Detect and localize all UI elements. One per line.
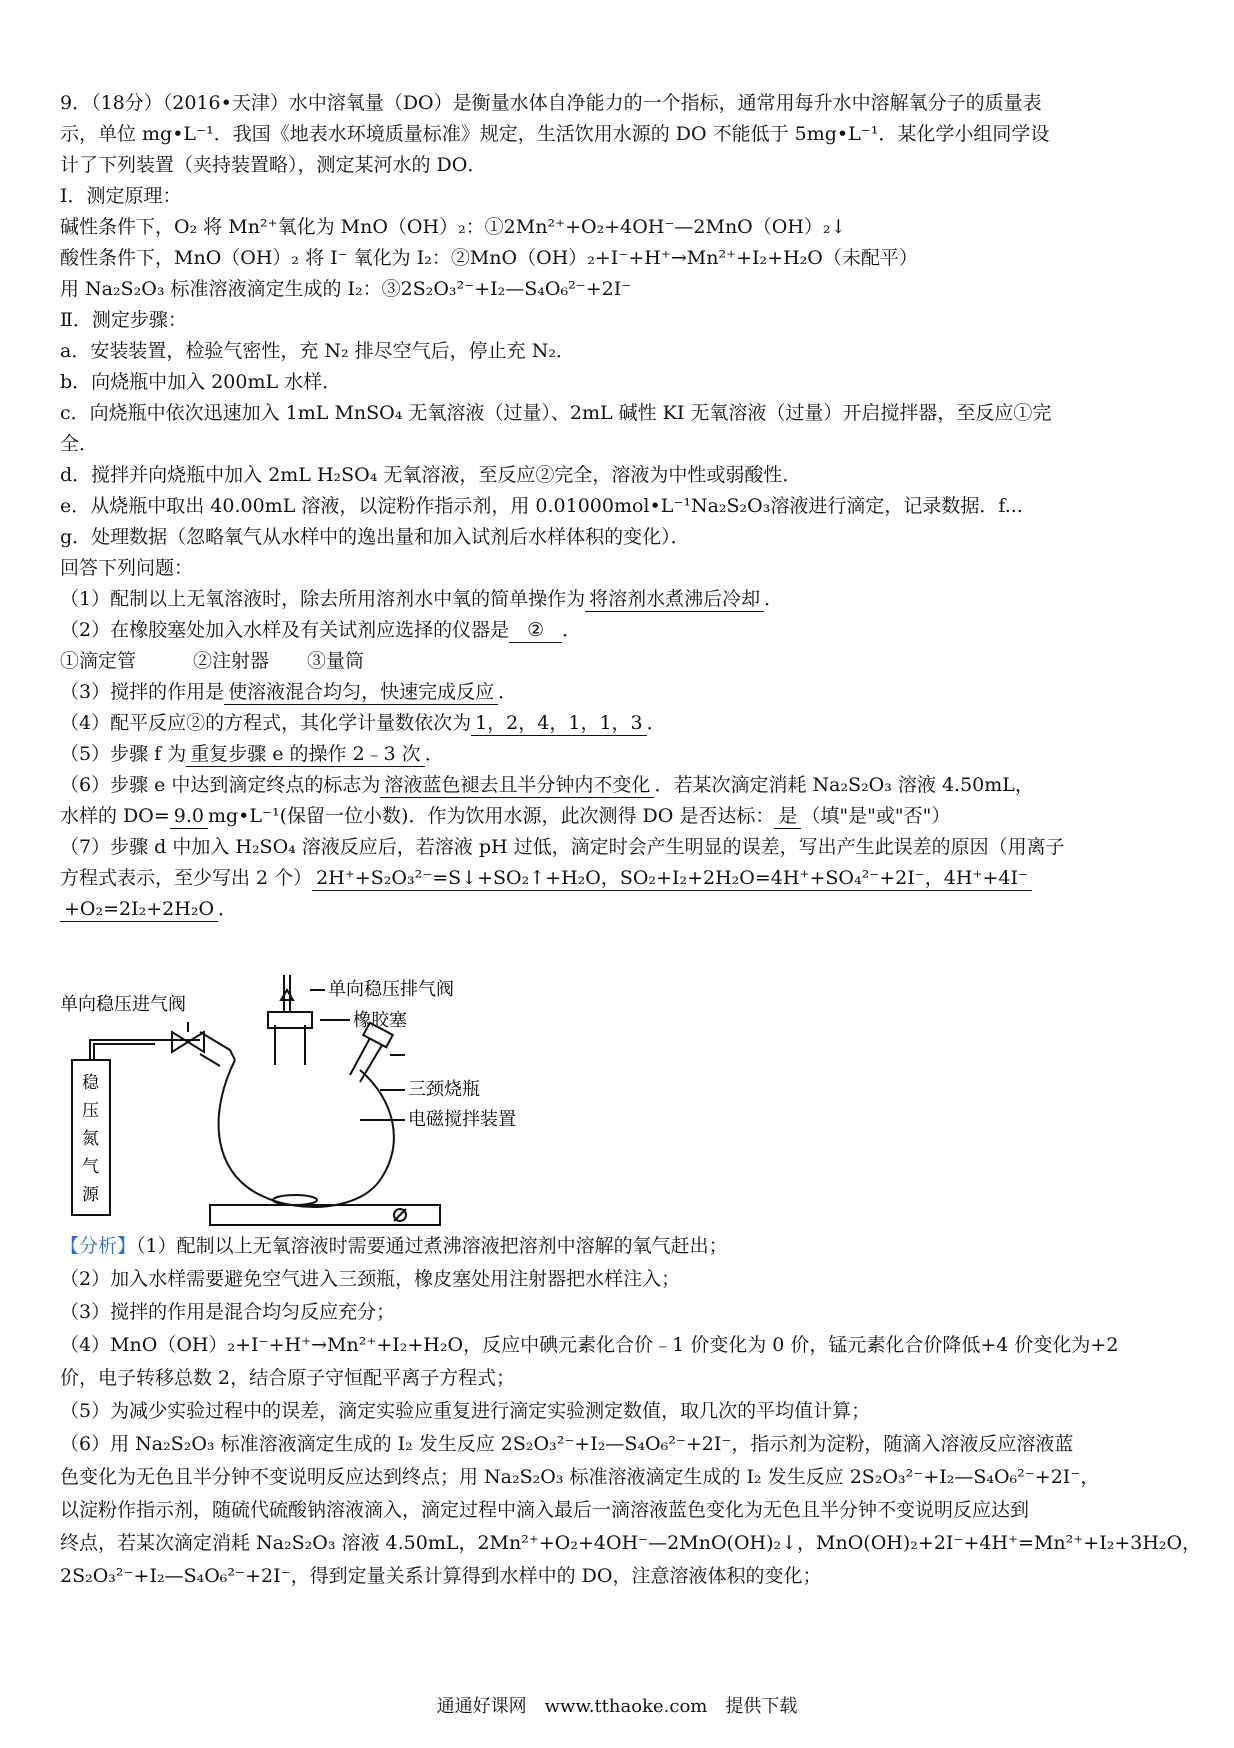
analysis-2: （2）加入水样需要避免空气进入三颈瓶，橡皮塞处用注射器把水样注入； xyxy=(60,1268,681,1290)
step-c-1: c．向烧瓶中依次迅速加入 1mL MnSO₄ 无氧溶液（过量）、2mL 碱性 KI 无氧溶液（过量）开启搅拌器，至反应①完 xyxy=(60,402,1052,424)
section-principle: Ⅰ．测定原理： xyxy=(60,185,182,207)
n2-char-3: 氮 xyxy=(82,1129,99,1149)
inlet-pipe-inner xyxy=(94,1044,155,1060)
analysis-block xyxy=(60,1230,1202,1593)
q6-answer-1: 溶液蓝色褪去且半分钟内不变化 xyxy=(380,773,654,798)
step-g: g．处理数据（忽略氧气从水样中的逸出量和加入试剂后水样体积的变化）． xyxy=(60,526,690,548)
n2-char-5: 源 xyxy=(82,1185,99,1205)
n2-char-1: 稳 xyxy=(82,1073,99,1093)
analysis-6-1: （6）用 Na₂S₂O₃ 标准溶液滴定生成的 I₂ 发生反应 2S₂O₃²⁻+I₂—S₄O₆²⁻+2I⁻，指示剂为淀粉，随滴入溶液反应溶液蓝 xyxy=(60,1433,1074,1455)
q6-mid: ．若某次滴定消耗 Na₂S₂O₃ 溶液 4.50mL， xyxy=(654,774,1034,796)
q5-line xyxy=(60,739,1190,770)
q7-end: ． xyxy=(218,898,238,920)
q7-line-3 xyxy=(60,894,1190,925)
stir-bar xyxy=(273,1195,317,1205)
q6-answer-2: 9.0 xyxy=(170,804,208,829)
q4-end: ． xyxy=(646,712,666,734)
analysis-3: （3）搅拌的作用是混合均匀反应充分； xyxy=(60,1301,396,1323)
center-neck xyxy=(275,1025,305,1065)
q3-end: ． xyxy=(498,681,518,703)
q7-answer-1: 2H⁺+S₂O₃²⁻=S↓+SO₂↑+H₂O，SO₂+I₂+2H₂O=4H⁺+SO₄²⁻+2I⁻，4H⁺+4I⁻ xyxy=(312,866,1032,891)
q5-text: （5）步骤 f 为 xyxy=(60,743,187,765)
q5-answer: 重复步骤 e 的操作 2﹣3 次 xyxy=(186,742,425,767)
analysis-6-4: 终点，若某次滴定消耗 Na₂S₂O₃ 溶液 4.50mL，2Mn²⁺+O₂+4OH⁻—2MnO(OH)₂↓，MnO(OH)₂+2I⁻+4H⁺=Mn²⁺+I₂+3H₂O， xyxy=(60,1532,1202,1554)
q1-end: ． xyxy=(764,588,784,610)
q6-fill: （填"是"或"否"） xyxy=(801,805,951,827)
q3-line xyxy=(60,677,1190,708)
analysis-tag: 【分析】 xyxy=(60,1235,137,1257)
q6-text: （6）步骤 e 中达到滴定终点的标志为 xyxy=(60,774,381,796)
label-stirrer: 电磁搅拌装置 xyxy=(408,1109,516,1130)
q7-line-2 xyxy=(60,863,1190,894)
question-header-2: 示，单位 mg•L⁻¹．我国《地表水环境质量标准》规定，生活饮用水源的 DO 不能低于 5mg•L⁻¹．某化学小组同学设 xyxy=(60,123,1050,145)
section-steps: Ⅱ．测定步骤： xyxy=(60,309,187,331)
q4-answer: 1，2，4，1，1，3 xyxy=(471,711,647,736)
footer-text: 通通好课网 www.tthaoke.com 提供下载 xyxy=(436,1696,798,1717)
q6-line-2 xyxy=(60,801,1190,832)
q4-line xyxy=(60,708,1190,739)
analysis-4-1: （4）MnO（OH）₂+I⁻+H⁺→Mn²⁺+I₂+H₂O，反应中碘元素化合价﹣1 价变化为 0 价，锰元素化合价降低+4 价变化为+2 xyxy=(60,1334,1119,1356)
q2-options: ①滴定管 ②注射器 ③量筒 xyxy=(60,650,365,672)
step-c-2: 全． xyxy=(60,433,99,455)
analysis-5: （5）为减少实验过程中的误差，滴定实验应重复进行滴定实验测定数值，取几次的平均值计算； xyxy=(60,1400,871,1422)
left-neck xyxy=(200,1032,235,1060)
q2-text: （2）在橡胶塞处加入水样及有关试剂应选择的仪器是 xyxy=(60,619,510,641)
q7-answer-2: +O₂=2I₂+2H₂O xyxy=(60,897,218,922)
q1-line xyxy=(60,584,1190,615)
q1-answer: 将溶剂水煮沸后冷却 xyxy=(585,587,764,612)
q2-end: ． xyxy=(562,619,582,641)
step-b: b．向烧瓶中加入 200mL 水样． xyxy=(60,371,342,393)
q2-line xyxy=(60,615,1190,646)
inlet-valve-shape xyxy=(172,1032,188,1052)
q6-answer-3: 是 xyxy=(774,804,801,829)
step-a: a．安装装置，检验气密性，充 N₂ 排尽空气后，停止充 N₂． xyxy=(60,340,575,362)
q6-unit: mg•L⁻¹(保留一位小数)．作为饮用水源，此次测得 DO 是否达标： xyxy=(208,805,775,827)
q4-text: （4）配平反应②的方程式，其化学计量数依次为 xyxy=(60,712,472,734)
analysis-6-2: 色变化为无色且半分钟不变说明反应达到终点；用 Na₂S₂O₃ 标准溶液滴定生成的 I₂ 发生反应 2S₂O₃²⁻+I₂—S₄O₆²⁻+2I⁻， xyxy=(60,1466,1100,1488)
label-outlet-valve: 单向稳压排气阀 xyxy=(328,979,454,1000)
label-inlet-valve: 单向稳压进气阀 xyxy=(60,994,186,1015)
q7-line-1: （7）步骤 d 中加入 H₂SO₄ 溶液反应后，若溶液 pH 过低，滴定时会产生明显的误差，写出产生此误差的原因（用离子 xyxy=(60,836,1065,858)
q2-answer: ② xyxy=(509,618,562,643)
flask-body xyxy=(219,1060,394,1207)
q6-line-1 xyxy=(60,770,1190,801)
q5-end: ． xyxy=(424,743,444,765)
q7-text: 方程式表示，至少写出 2 个） xyxy=(60,867,313,889)
n2-source-label xyxy=(82,1073,100,1205)
step-d: d．搅拌并向烧瓶中加入 2mL H₂SO₄ 无氧溶液，至反应②完全，溶液为中性或弱酸性． xyxy=(60,464,802,486)
n2-char-2: 压 xyxy=(82,1101,99,1121)
label-stopper: 橡胶塞 xyxy=(353,1010,407,1031)
principle-3: 用 Na₂S₂O₃ 标准溶液滴定生成的 I₂：③2S₂O₃²⁻+I₂—S₄O₆²⁻+2I⁻ xyxy=(60,278,632,300)
q3-text: （3）搅拌的作用是 xyxy=(60,681,225,703)
analysis-6-5: 2S₂O₃²⁻+I₂—S₄O₆²⁻+2I⁻，得到定量关系计算得到水样中的 DO，注意溶液体积的变化； xyxy=(60,1565,822,1587)
analysis-6-3: 以淀粉作指示剂，随硫代硫酸钠溶液滴入，滴定过程中滴入最后一滴溶液蓝色变化为无色且半分钟不变说明反应达到 xyxy=(60,1499,1030,1521)
ask-line: 回答下列问题： xyxy=(60,557,194,579)
apparatus-diagram xyxy=(60,970,530,1230)
q3-answer: 使溶液混合均匀，快速完成反应 xyxy=(224,680,498,705)
q6-do-label: 水样的 DO= xyxy=(60,805,170,827)
question-header-3: 计了下列装置（夹持装置略），测定某河水的 DO． xyxy=(60,154,487,176)
analysis-1 xyxy=(60,1230,1190,1263)
principle-1: 碱性条件下，O₂ 将 Mn²⁺氧化为 MnO（OH）₂：①2Mn²⁺+O₂+4OH⁻—2MnO（OH）₂↓ xyxy=(60,216,847,238)
analysis-1-text: （1）配制以上无氧溶液时需要通过煮沸溶液把溶剂中溶解的氧气赶出； xyxy=(136,1235,728,1257)
q1-text: （1）配制以上无氧溶液时，除去所用溶剂水中氧的简单操作为 xyxy=(60,588,586,610)
question-block xyxy=(60,88,1190,925)
principle-2: 酸性条件下，MnO（OH）₂ 将 I⁻ 氧化为 I₂：②MnO（OH）₂+I⁻+H⁺→Mn²⁺+I₂+H₂O（未配平） xyxy=(60,247,918,269)
label-flask: 三颈烧瓶 xyxy=(408,1079,480,1100)
analysis-4-2: 价，电子转移总数 2，结合原子守恒配平离子方程式； xyxy=(60,1367,516,1389)
question-header: 9．（18分）（2016•天津）水中溶氧量（DO）是衡量水体自净能力的一个指标，通常用每升水中溶解氧分子的质量表 xyxy=(60,92,1042,114)
n2-char-4: 气 xyxy=(82,1157,99,1177)
step-e: e．从烧瓶中取出 40.00mL 溶液，以淀粉作指示剂，用 0.01000mol•L⁻¹Na₂S₂O₃溶液进行滴定，记录数据．f... xyxy=(60,495,1023,517)
